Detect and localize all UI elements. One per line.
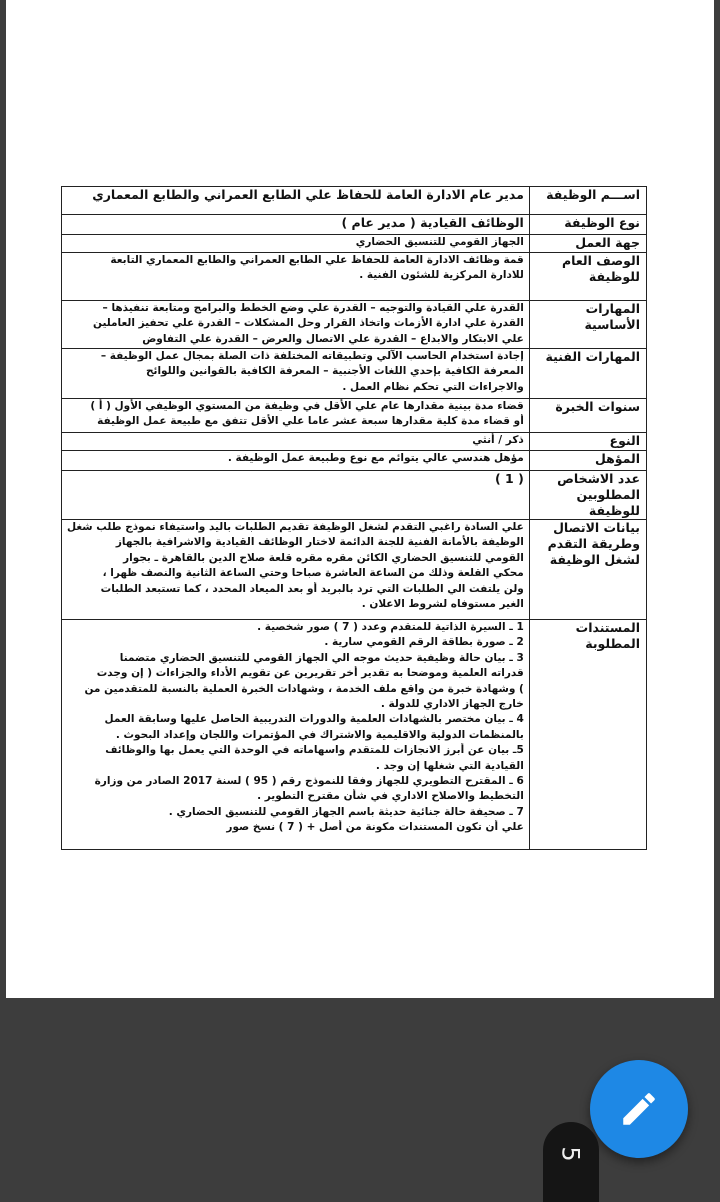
field-label: الوصف العام للوظيفة [529,253,646,301]
field-value-line: 6 ـ المقترح التطويري للجهاز وفقا للنموذج رقم ( 95 ) لسنة 2017 الصادر من وزارة [94,775,524,788]
table-row [62,399,647,433]
table-row [62,433,647,451]
field-label: نوع الوظيفة [529,215,646,235]
table-row [62,215,647,235]
field-label: المستندات المطلوبة [529,620,646,850]
field-value-line: القدرة علي القيادة والتوجيه – القدرة علي وضع الخطط والبرامج ومتابعة تنفيذها – [102,302,524,314]
field-value-line: ولن يلتفت الي الطلبات التي ترد بالبريد أو بعد الميعاد المحدد ، كما تستبعد الطلبات [100,582,524,595]
field-value-line: القيادية التي شغلها إن وجد . [375,759,524,772]
table-row [62,471,647,520]
field-value-line: 2 ـ صورة بطاقة الرقم القومي سارية . [324,636,524,649]
field-value-line: إجادة استخدام الحاسب الآلي وتطبيقاته المختلفة ذات الصلة بمجال عمل الوظيفة – [100,350,524,362]
field-value-line: 3 ـ بيان حالة وظيفية حديث موجه الي الجهاز القومي للتنسيق الحضاري متضمنا [119,651,524,664]
field-value-line: القومي للتنسيق الحضاري الكائن مقره مقره قلعة صلاح الدين بالقاهرة ـ بجوار [123,551,524,564]
field-value [62,349,530,399]
field-value-line: أو قضاء مدة كلية مقدارها سبعة عشر عاما علي الأقل تتفق مع طبيعة عمل الوظيفة [97,415,524,428]
table-row [62,349,647,399]
field-value-line: قدراته العلمية وموضحا به تقدير أخر تقريرين عن تقويم الأداء والجزاءات ( إن وجدت [96,667,524,680]
field-value-line: قمة وظائف الادارة العامة للحفاظ علي الطابع العمراني والطابع المعماري التابعة [110,254,524,266]
field-value-line: ذكر / أنثي [472,434,524,446]
field-value [62,399,530,433]
field-label: المؤهل [529,451,646,471]
field-value-line: خارج الجهاز الاداري للدولة . [380,698,524,711]
field-value-line: 1 ـ السيرة الذاتية للمتقدم وعدد ( 7 ) صور شخصية . [257,621,524,633]
field-value-line: علي الابتكار والابداع – القدرة علي الاتصال والعرض – القدرة علي التفاوض [142,332,524,345]
table-row [62,235,647,253]
field-value [62,253,530,301]
field-value [62,187,530,215]
field-value [62,620,530,850]
field-value-line: الغير مستوفاه لشروط الاعلان . [361,598,524,611]
page-number: 5 [557,1146,585,1162]
field-value-line: علي السادة راغبي التقدم لشغل الوظيفة تقديم الطلبات باليد واستيفاء نموذج طلب شغل [67,521,524,533]
field-value-line: للادارة المركزية للشئون الفنية . [359,269,524,282]
field-value-line: قضاء مدة بينية مقدارها عام علي الأقل في وظيفة من المستوي الوظيفي الأول ( أ ) [90,400,524,412]
table-row [62,520,647,620]
field-value-line: 5ـ بيان عن أبرز الانجازات للمتقدم واسهاماته في الوحدة التي يعمل بها والوظائف [105,744,524,757]
field-value-line: بالمنظمات الدولية والاقليمية والاشتراك في المؤتمرات واللجان وإعداد البحوث . [115,728,524,741]
field-value-line: ( 1 ) [494,471,524,486]
field-value-line: مدير عام الادارة العامة للحفاظ علي الطابع العمراني والطابع المعماري [92,187,524,202]
field-label: عدد الاشخاص المطلوبين للوظيفة [529,471,646,520]
field-value [62,471,530,520]
table-row [62,451,647,471]
table-row [62,187,647,215]
field-value [62,235,530,253]
field-value [62,301,530,349]
field-label: المهارات الفنية [529,349,646,399]
field-value-line: الوظيفة بالأمانة الفنية للجنة الدائمة لاختار الوظائف القيادية والاشرافية بالجهاز [115,536,524,549]
field-value-line: علي أن تكون المستندات مكونة من أصل + ( 7 ) نسخ صور [226,821,524,834]
field-value-line: الوظائف القيادية ( مدير عام ) [341,215,524,230]
field-label: المهارات الأساسية [529,301,646,349]
field-value-line: الجهاز القومي للتنسيق الحضاري [355,236,524,248]
edit-fab-button[interactable] [590,1060,688,1158]
field-label: سنوات الخبرة [529,399,646,433]
field-value [62,433,530,451]
field-label: جهة العمل [529,235,646,253]
field-label: بيانات الاتصال وطريقة التقدم لشغل الوظيفة [529,520,646,620]
field-value-line: 7 ـ صحيفة حالة جنائية حديثة باسم الجهاز القومي للتنسيق الحضاري . [168,805,524,818]
field-value-line: والاجراءات التي تحكم نظام العمل . [342,380,524,393]
job-details-table [61,186,647,850]
table-row [62,253,647,301]
field-value-line: القدرة علي ادارة الأزمات واتخاذ القرار وحل المشكلات – القدرة علي تحفيز العاملين [93,317,524,330]
field-value-line: 4 ـ بيان مختصر بالشهادات العلمية والدورات التدريبية الحاصل عليها وسابقة العمل [104,713,524,726]
field-value [62,520,530,620]
field-label: النوع [529,433,646,451]
field-label: اســـم الوظيفة [529,187,646,215]
table-row [62,301,647,349]
field-value [62,451,530,471]
field-value-line: مؤهل هندسي عالي يتوائم مع نوع وطبيعة عمل الوظيفة . [227,452,524,464]
field-value-line: محكي القلعة وذلك من الساعة العاشرة صباحا وحتي الساعة الثانية والنصف ظهرا ، [102,567,524,580]
field-value-line: المعرفة الكافية بإحدي اللغات الأجنبية – المعرفة الكافية بالقوانين واللوائح [145,365,524,378]
field-value [62,215,530,235]
table-row [62,620,647,850]
field-value-line: ) وشهادة خبرة من واقع ملف الخدمة ، وشهادات الخبرة العملية بالنسبة للمتقدمين من [84,682,524,695]
field-value-line: التخطيط والاصلاح الاداري في شأن مقترح التطوير . [257,790,524,803]
pencil-icon [618,1088,660,1130]
page-number-badge [543,1122,599,1202]
